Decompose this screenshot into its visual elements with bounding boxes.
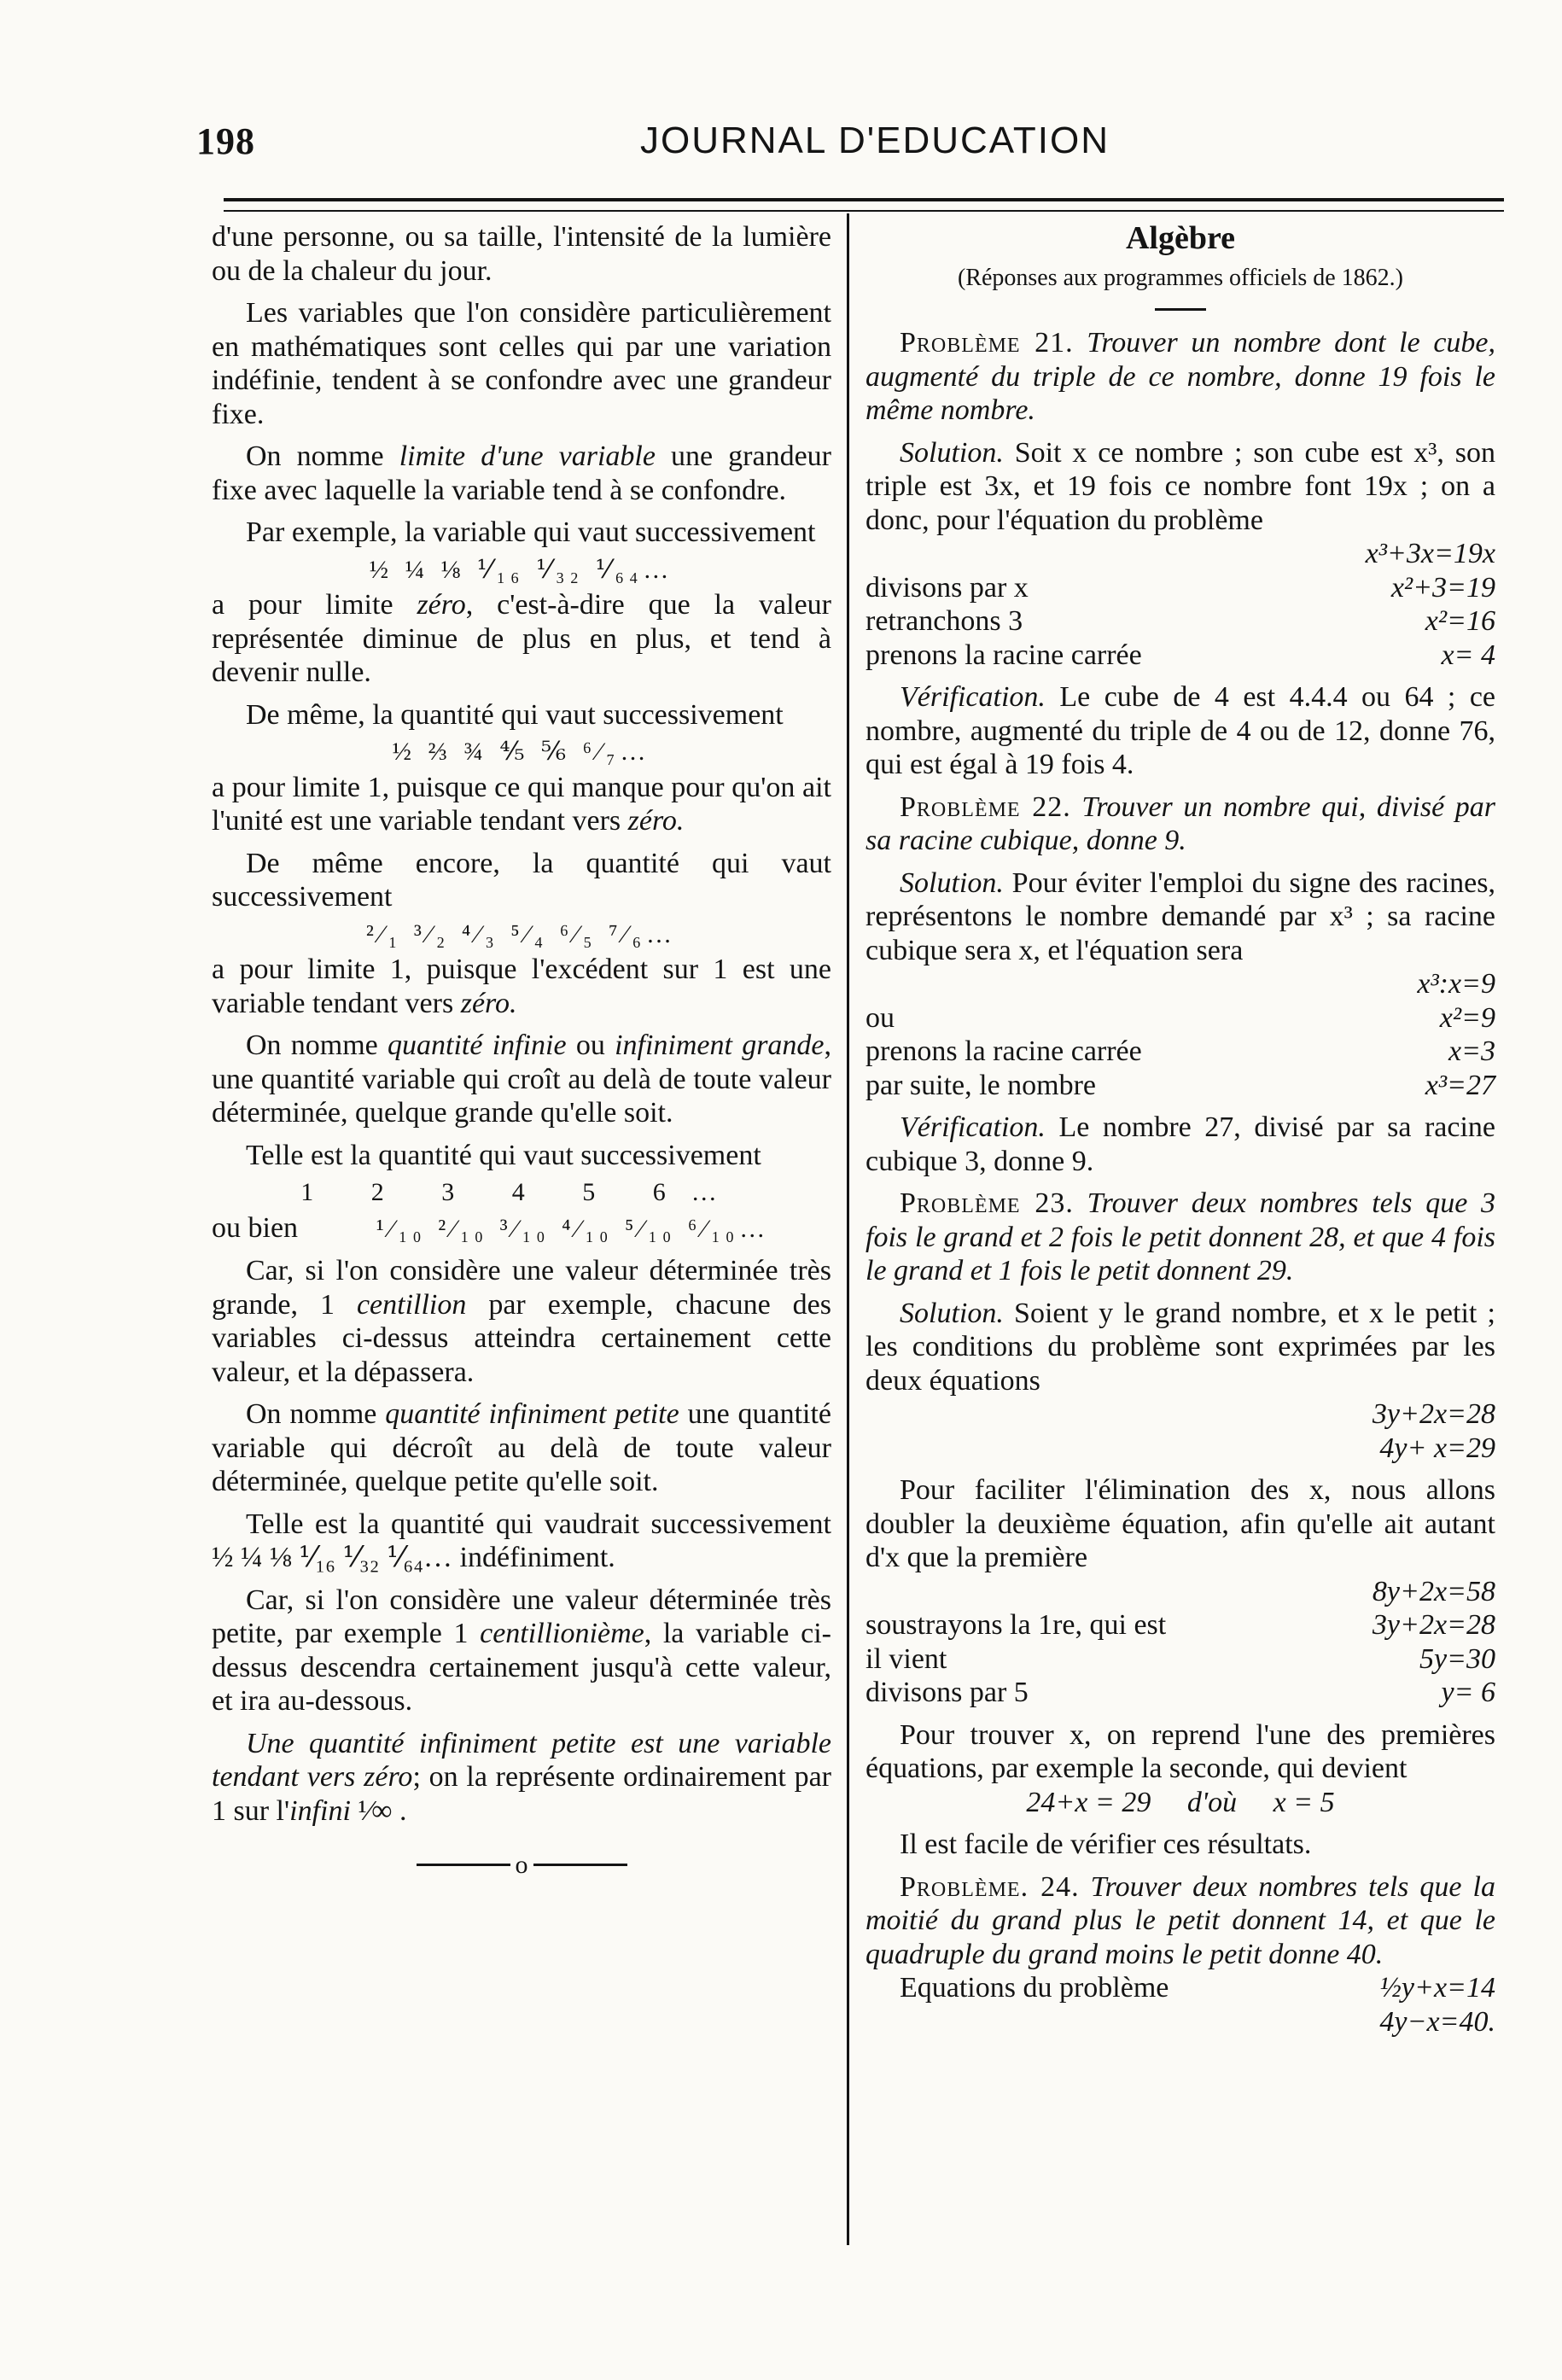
equation: x²=16 [1425, 605, 1495, 637]
text: ou [575, 1030, 605, 1061]
paragraph [212, 440, 831, 507]
paragraph [212, 1397, 831, 1499]
number-sequence: 1 2 3 4 5 6… [300, 1178, 743, 1206]
journal-title: JOURNAL D'EDUCATION [640, 120, 1110, 161]
equation-step: retranchons 3 [866, 605, 1023, 637]
paragraph: Par exemple, la variable qui vaut successivement [246, 516, 816, 548]
verification-text: Le nombre 27, divisé par sa racine cubique 3, donne 9. [866, 1111, 1496, 1177]
solution-text: Pour faciliter l'élimination des x, nous allons doubler la deuxième équation, afin qu'elle ait autant d'x que la première [866, 1474, 1495, 1573]
end-ornament: o [515, 1851, 528, 1879]
text: ¹⁄∞ . [358, 1794, 407, 1827]
right-column [866, 220, 1495, 2039]
section-heading: Algèbre [1125, 220, 1236, 256]
equation-step: par suite, le nombre [866, 1069, 1097, 1101]
paragraph: De même, la quantité qui vaut successivement [246, 698, 784, 731]
solution-text: Soient y le grand nombre, et x le petit ; les conditions du problème sont exprimées par les deux équations [866, 1297, 1495, 1397]
equation-row [866, 1642, 1495, 1677]
equation-step: prenons la racine carrée [866, 1035, 1142, 1067]
equation-step: prenons la racine carrée [866, 639, 1142, 671]
solution [866, 436, 1495, 538]
equation-step: il vient [866, 1642, 947, 1675]
equation-row [866, 639, 1495, 673]
solution-label: Solution. [900, 1297, 1004, 1329]
left-column [212, 220, 831, 1882]
paragraph [212, 588, 831, 690]
equation: x²=9 [1439, 1001, 1495, 1034]
equation: 3y+2x=28 [1372, 1398, 1495, 1430]
problem-statement [866, 1870, 1495, 1972]
paragraph: Telle est la quantité qui vaut successivement [246, 1139, 761, 1171]
defined-term: zéro. [460, 987, 517, 1019]
defined-term: limite d'une variable [399, 440, 656, 472]
defined-term: zéro [417, 589, 466, 621]
paragraph [212, 1727, 831, 1829]
equation-row [866, 1069, 1495, 1103]
text: Car, si l'on considère une valeur déterminée très petite, par exemple 1 [212, 1584, 831, 1649]
solution-text: Pour trouver x, on reprend l'une des premières équations, par exemple la seconde, qui devient [866, 1718, 1495, 1784]
defined-term: centillionième [480, 1618, 644, 1649]
paragraph [212, 953, 831, 1020]
fraction-sequence: ²⁄₁ ³⁄₂ ⁴⁄₃ ⁵⁄₄ ⁶⁄₅ ⁷⁄₆… [365, 919, 678, 948]
equation: 4y+ x=29 [1379, 1432, 1495, 1464]
defined-term: infiniment grande [615, 1030, 825, 1061]
equation-row [866, 1676, 1495, 1710]
problem-label: Problème 23. [900, 1187, 1074, 1219]
section-note: (Réponses aux programmes officiels de 1862.) [957, 264, 1404, 291]
equation: 4y−x=40. [1379, 2005, 1495, 2038]
solution-text: Soit x ce nombre ; son cube est x³, son triple est 3x, et 19 fois ce nombre font 19x ; on a donc, pour l'équation du problème [866, 436, 1495, 536]
page-number: 198 [196, 120, 255, 162]
paragraph: d'une personne, ou sa taille, l'intensité de la lumière ou de la chaleur du jour. [212, 221, 831, 287]
problem-statement [866, 326, 1495, 428]
text: On nomme [246, 1398, 377, 1430]
solution [866, 1297, 1495, 1398]
equation: 8y+2x=58 [1372, 1575, 1495, 1607]
problem-label: Problème 21. [900, 327, 1074, 359]
solution-label: Solution. [900, 436, 1004, 469]
divider [1155, 308, 1206, 311]
text: a pour limite 1, puisque ce qui manque pour qu'on ait l'unité est une variable tendant vers [212, 771, 831, 837]
problem-text: Trouver un nombre qui, divisé par sa racine cubique, donne 9. [866, 790, 1496, 856]
paragraph [212, 1254, 831, 1389]
equation: y= 6 [1441, 1677, 1495, 1708]
equation: ½y+x=14 [1379, 1972, 1495, 2004]
verification-label: Vérification. [900, 1111, 1046, 1143]
equation-row [866, 1971, 1495, 2005]
verification-label: Vérification. [900, 681, 1046, 713]
fraction-sequence: ½ ⅔ ¾ ⅘ ⅚ ⁶⁄₇… [392, 738, 651, 766]
equation-block [866, 537, 1495, 672]
end-rule [417, 1864, 510, 1866]
text: a pour limite 1, puisque l'excédent sur 1 est une variable tendant vers [212, 954, 831, 1019]
equation-block [866, 1397, 1495, 1465]
equation: x³=27 [1425, 1069, 1495, 1101]
text: On nomme [246, 440, 384, 472]
equation: x²+3=19 [1390, 571, 1495, 604]
solution-text: Pour éviter l'emploi du signe des racines, représentons le nombre demandé par x³ ; sa racine cubique sera x, et l'équation sera [866, 866, 1495, 966]
paragraph: Telle est la quantité qui vaudrait successivement ½ ¼ ⅛ ⅟₁₆ ⅟₃₂ ⅟₆₄… indéfiniment. [212, 1508, 831, 1573]
solution-label: Solution. [900, 866, 1004, 899]
equation: 24+x = 29 d'où x = 5 [1026, 1786, 1335, 1818]
equation: x³+3x=19x [1365, 538, 1495, 569]
text: ; on la représente ordinairement par 1 sur l' [212, 1761, 831, 1827]
defined-term: quantité infinie [388, 1030, 567, 1061]
solution [866, 866, 1495, 968]
problem-text: Trouver un nombre dont le cube, augmenté du triple de ce nombre, donne 19 fois le même nombre. [866, 327, 1496, 426]
equation: x= 4 [1441, 639, 1495, 671]
verification [866, 680, 1495, 782]
text: une grandeur fixe avec laquelle la variable tend à se confondre. [212, 440, 832, 506]
verification-text: Le cube de 4 est 4.4.4 ou 64 ; ce nombre, augmenté du triple de 4 ou de 12, donne 76, qui est égal à 19 fois 4. [866, 681, 1496, 780]
problem-text: Trouver deux nombres tels que 3 fois le grand et 2 fois le petit donnent 28, et que 4 fois le grand et 1 fois le petit donnent 29. [866, 1187, 1496, 1286]
paragraph [212, 1584, 831, 1718]
defined-term: quantité infiniment petite [385, 1398, 679, 1430]
fraction-sequence: ½ ¼ ⅛ ⅟₁₆ ⅟₃₂ ⅟₆₄… [369, 555, 674, 584]
equation-block [866, 967, 1495, 1102]
problem-label: Problème. 24. [900, 1870, 1080, 1903]
equation-row [866, 1608, 1495, 1642]
defined-term: zéro. [627, 805, 685, 837]
problem-statement [866, 790, 1495, 858]
solution-text: Il est facile de vérifier ces résultats. [900, 1829, 1312, 1860]
text: Car, si l'on considère une valeur déterminée très grande, 1 [212, 1255, 831, 1321]
equation-step: divisons par 5 [866, 1677, 1029, 1708]
equation: 5y=30 [1419, 1642, 1495, 1675]
problem-statement [866, 1187, 1495, 1288]
end-rule [533, 1864, 627, 1866]
equation-row [866, 604, 1495, 639]
equation-row [866, 571, 1495, 605]
paragraph [212, 771, 831, 838]
text: , c'est-à-dire que la valeur représentée diminue de plus en plus, et tend à devenir nulle. [212, 589, 831, 688]
defined-term: infini [289, 1794, 351, 1827]
problem-label: Problème 22. [900, 790, 1071, 823]
fraction-sequence: ¹⁄₁₀ ²⁄₁₀ ³⁄₁₀ ⁴⁄₁₀ ⁵⁄₁₀ ⁶⁄₁₀… [376, 1214, 771, 1243]
header-rule [224, 198, 1504, 212]
equation-row [866, 967, 1495, 1001]
equation-row [866, 537, 1495, 571]
defined-term: Une quantité infiniment petite est une variable tendant vers zéro [212, 1727, 831, 1793]
page-header [196, 120, 1494, 171]
paragraph [212, 1211, 831, 1246]
equation: x³:x=9 [1417, 968, 1495, 1000]
equation-block [866, 1575, 1495, 1710]
equation-row [866, 1035, 1495, 1069]
text: On nomme [246, 1030, 378, 1061]
equation: x=3 [1448, 1035, 1495, 1067]
defined-term: centillion [356, 1288, 467, 1321]
equation-row [866, 1001, 1495, 1035]
equation: 3y+2x=28 [1372, 1609, 1495, 1641]
equation-row [866, 1575, 1495, 1609]
equation-step: ou [866, 1001, 895, 1034]
paragraph: De même encore, la quantité qui vaut successivement [212, 847, 831, 913]
problem-text: Trouver deux nombres tels que la moitié du grand plus le petit donnent 14, et que le quadruple du grand moins le petit donne 40. [866, 1870, 1495, 1970]
equation-step: divisons par x [866, 571, 1029, 604]
text: , une quantité variable qui croît au delà de toute valeur déterminée, quelque grande qu'elle soit. [212, 1030, 832, 1129]
equation-step: Equations du problème [900, 1972, 1169, 2004]
text: a pour limite [212, 589, 393, 621]
text: par exemple, chacune des variables ci-dessus atteindra certainement cette valeur, et la dépassera. [212, 1288, 832, 1388]
section-end-mark [212, 1848, 831, 1882]
text: , la variable ci-dessus descendra certainement jusqu'à cette valeur, et ira au-dessous. [212, 1618, 831, 1717]
equation-step: soustrayons la 1re, qui est [866, 1609, 1167, 1641]
paragraph: Les variables que l'on considère particulièrement en mathématiques sont celles qui par une variation indéfinie, tendent à se confondre avec une grandeur fixe. [212, 297, 831, 430]
text: une quantité variable qui décroît au delà de toute valeur déterminée, quelque petite qu'elle soit. [212, 1398, 832, 1497]
paragraph [212, 1029, 831, 1130]
column-divider [847, 213, 849, 2245]
text: ou bien [212, 1211, 299, 1244]
verification [866, 1111, 1495, 1178]
